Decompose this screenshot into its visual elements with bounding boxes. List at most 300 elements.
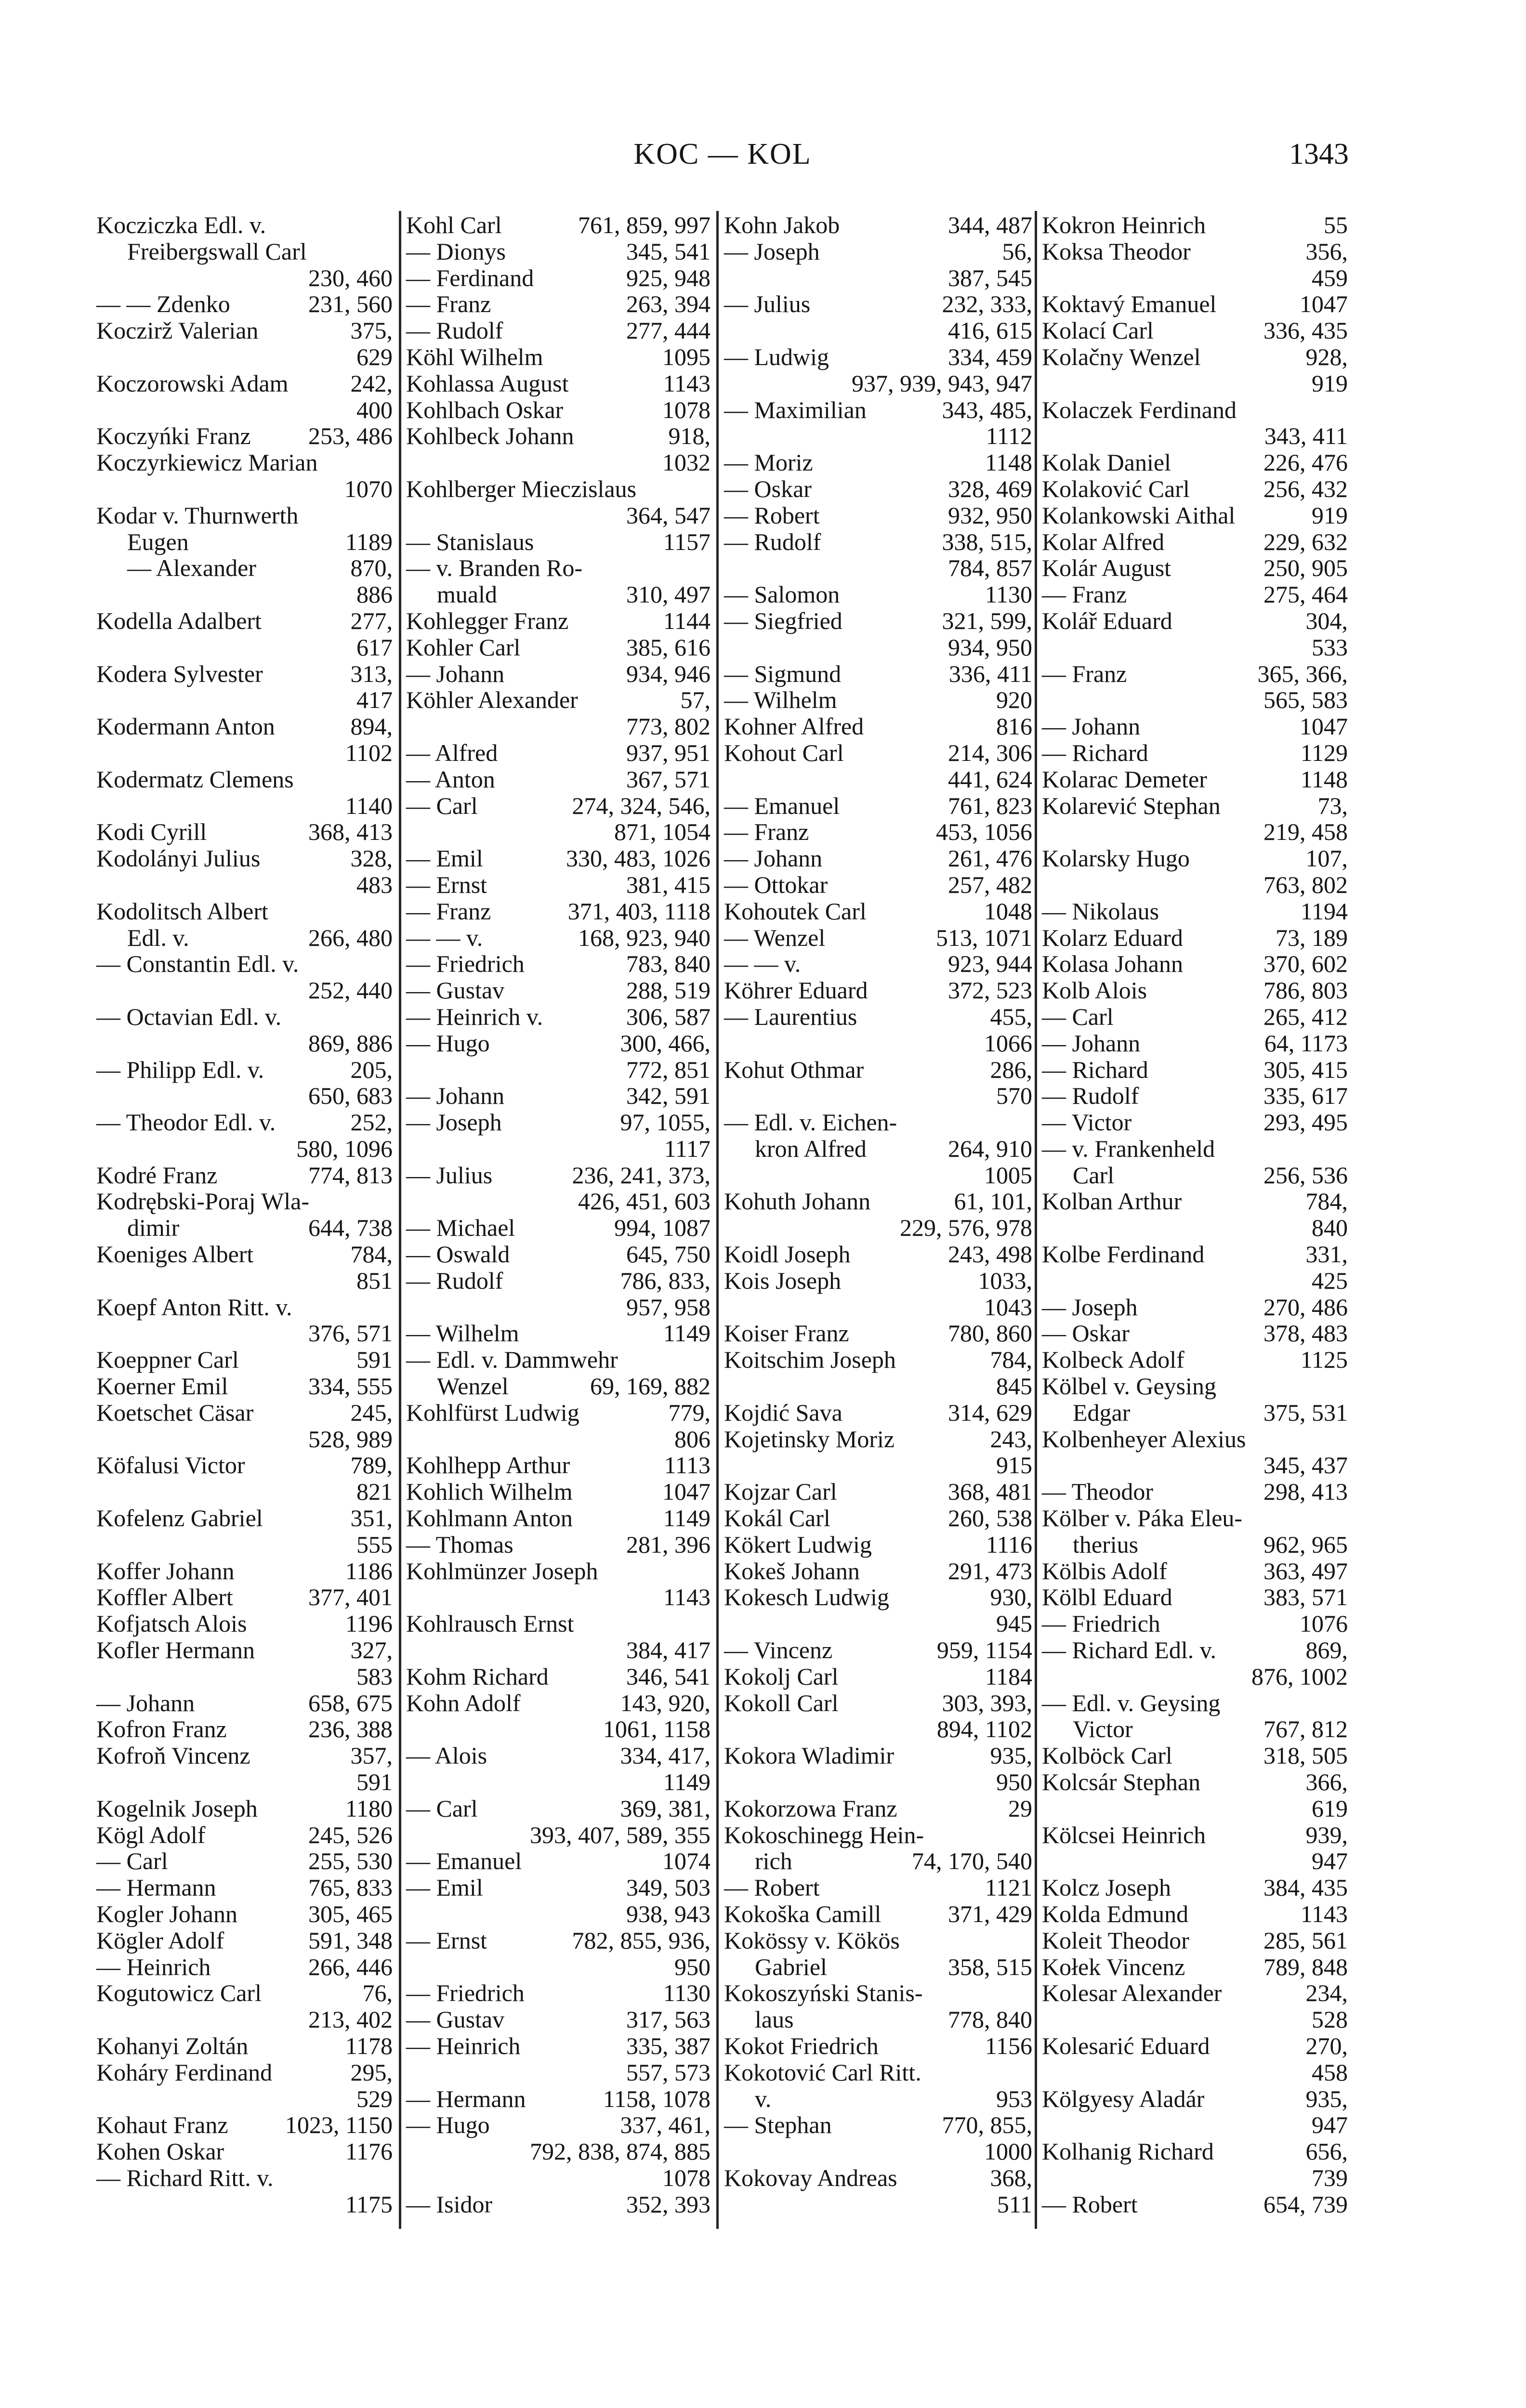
index-page-refs: 304, (1305, 607, 1348, 634)
index-entry-name: Kokolj Carl (724, 1662, 839, 1690)
index-line (96, 898, 393, 925)
index-line (1042, 1109, 1348, 1136)
index-line (96, 1162, 393, 1189)
index-page-refs: 1112 (986, 422, 1032, 450)
index-entry-name: Kodera Sylvester (96, 660, 263, 687)
index-page-refs: 356, (1305, 237, 1348, 265)
index-page-refs: 383, 571 (1263, 1584, 1348, 1611)
index-page-refs: 56, (1002, 237, 1032, 265)
index-line (1042, 1188, 1348, 1215)
index-entry-name: — Julius (724, 290, 811, 318)
index-line (406, 2165, 710, 2191)
index-line (406, 2191, 710, 2218)
index-page-refs: 260, 538 (948, 1505, 1032, 1532)
index-entry-text: Koczyrkiewicz Marian (96, 449, 318, 476)
index-line (724, 2138, 1032, 2165)
index-line (406, 1848, 710, 1874)
index-page-refs: 366, (1305, 1768, 1348, 1796)
index-line (1042, 370, 1348, 397)
index-page-refs: 313, (350, 660, 393, 687)
index-page-refs: 840 (1312, 1214, 1348, 1242)
index-entry-name: Gabriel (755, 1953, 827, 1980)
index-line (1042, 1742, 1348, 1769)
index-page-refs: 277, 444 (626, 317, 710, 344)
index-line (724, 1373, 1032, 1400)
index-line (406, 845, 710, 872)
index-page-refs: 344, 487 (948, 211, 1032, 238)
index-line (406, 1927, 710, 1954)
index-line (1042, 740, 1348, 766)
index-entry-name: — Friedrich (406, 950, 525, 978)
index-page-refs: 266, 446 (308, 1953, 393, 1980)
index-entry-name: — Heinrich (96, 1953, 211, 1980)
index-line (406, 2059, 710, 2086)
index-line (724, 1241, 1032, 1268)
index-line (96, 951, 393, 977)
index-page-refs: 229, 632 (1263, 528, 1348, 555)
index-line (1042, 212, 1348, 238)
index-entry-name: — Wilhelm (406, 1320, 519, 1347)
index-entry-name: Kolarsky Hugo (1042, 845, 1190, 872)
index-line (406, 1373, 710, 1400)
index-page-refs: 1125 (1300, 1346, 1348, 1374)
index-entry-name: Victor (1073, 1715, 1133, 1743)
index-page-refs: 459 (1312, 264, 1348, 291)
index-line (96, 1004, 393, 1030)
index-line (724, 2112, 1032, 2138)
index-line (96, 291, 393, 317)
index-line (1042, 1162, 1348, 1189)
index-page-refs: 458 (1312, 2058, 1348, 2086)
index-line (724, 740, 1032, 766)
index-line (1042, 1822, 1348, 1848)
index-line (1042, 1294, 1348, 1321)
index-entry-name: — Nikolaus (1042, 897, 1159, 925)
index-page-refs: 629 (356, 343, 393, 370)
index-entry-text: Kohlberger Mieczislaus (406, 475, 637, 502)
index-entry-name: Koktavý Emanuel (1042, 290, 1217, 318)
index-entry-name: Koeppner Carl (96, 1346, 239, 1374)
index-entry-name: Kokesch Ludwig (724, 1584, 889, 1611)
index-line (96, 2191, 393, 2218)
index-line (406, 1004, 710, 1030)
index-line (724, 713, 1032, 740)
index-line (406, 1109, 710, 1136)
index-entry-name: Koidl Joseph (724, 1241, 851, 1268)
index-line (1042, 1769, 1348, 1795)
index-page-refs: 617 (356, 633, 393, 661)
index-line (96, 1610, 393, 1637)
index-entry-name: Kokeš Johann (724, 1557, 860, 1584)
index-line (1042, 925, 1348, 951)
index-page-refs: 364, 547 (626, 501, 710, 529)
index-page-refs: 894, (350, 713, 393, 740)
index-page-refs: 533 (1312, 633, 1348, 661)
index-page-refs: 658, 675 (308, 1689, 393, 1716)
index-entry-name: Carl (1073, 1161, 1115, 1189)
index-line (724, 1426, 1032, 1453)
index-page-refs: 950 (996, 1768, 1032, 1796)
index-entry-name: Koháry Ferdinand (96, 2058, 273, 2086)
index-page-refs: 1149 (663, 1505, 710, 1532)
index-page-refs: 920 (996, 686, 1032, 714)
index-line (96, 634, 393, 661)
index-page-refs: 400 (356, 396, 393, 423)
index-line (96, 1452, 393, 1479)
index-line (406, 1874, 710, 1901)
index-entry-name: — Oskar (724, 475, 812, 502)
index-line (724, 476, 1032, 502)
index-page-refs: 886 (356, 581, 393, 608)
index-line (1042, 476, 1348, 502)
index-page-refs: 387, 545 (948, 264, 1032, 291)
index-line (96, 423, 393, 449)
index-line (1042, 291, 1348, 317)
column-rule-2 (716, 211, 719, 2229)
index-page-refs: 1130 (663, 1979, 710, 2007)
index-entry-name: Kokorzowa Franz (724, 1794, 897, 1822)
index-page-refs: 57, (680, 686, 710, 714)
index-page-refs: 76, (362, 1979, 393, 2007)
index-entry-name: — Emil (406, 845, 483, 872)
index-line (406, 1162, 710, 1189)
index-entry-text: — Edl. v. Geysing (1042, 1689, 1221, 1716)
index-line (406, 502, 710, 529)
index-page-refs: 300, 466, (620, 1029, 710, 1057)
index-entry-name: — Friedrich (1042, 1610, 1160, 1637)
index-page-refs: 767, 812 (1263, 1715, 1348, 1743)
index-page-refs: 73, (1317, 792, 1348, 819)
index-page-refs: 243, (990, 1425, 1032, 1453)
index-line (96, 1188, 393, 1215)
index-page-refs: 243, 498 (948, 1241, 1032, 1268)
index-page-refs: 1158, 1078 (603, 2085, 710, 2112)
index-page-refs: 937, 951 (626, 739, 710, 766)
index-entry-name: Kölbl Eduard (1042, 1584, 1172, 1611)
index-page-refs: 919 (1312, 501, 1348, 529)
index-entry-name: Kohlassa August (406, 369, 569, 397)
index-page-refs: 376, 571 (308, 1320, 393, 1347)
index-entry-name: — Johann (1042, 713, 1141, 740)
index-line (1042, 1057, 1348, 1083)
index-line (406, 1558, 710, 1584)
index-page-refs: 591 (356, 1768, 393, 1796)
index-entry-name: v. (755, 2085, 772, 2112)
index-line (1042, 1716, 1348, 1742)
index-page-refs: 306, 587 (626, 1003, 710, 1030)
index-line (1042, 793, 1348, 819)
index-entry-name: — Carl (406, 1794, 478, 1822)
index-line (1042, 1452, 1348, 1479)
index-entry-text: — Edl. v. Eichen- (724, 1109, 897, 1136)
index-page-refs: 930, (990, 1584, 1032, 1611)
index-line (96, 2112, 393, 2138)
index-page-refs: 953 (996, 2085, 1032, 2112)
index-entry-name: — Vincenz (724, 1636, 833, 1664)
index-page-refs: 298, 413 (1263, 1478, 1348, 1505)
index-line (724, 1162, 1032, 1189)
index-entry-name: therius (1073, 1531, 1139, 1558)
index-entry-name: — Rudolf (406, 317, 503, 344)
index-line (406, 1400, 710, 1426)
index-line (406, 370, 710, 397)
index-entry-text: Kölbel v. Geysing (1042, 1373, 1216, 1400)
index-line (1042, 2033, 1348, 2059)
index-entry-name: — Ernst (406, 871, 487, 898)
index-page-refs: 213, 402 (308, 2006, 393, 2033)
index-line (406, 397, 710, 423)
index-page-refs: 441, 624 (948, 765, 1032, 793)
index-entry-name: — Alfred (406, 739, 498, 766)
index-entry-name: Kohuth Johann (724, 1188, 871, 1215)
index-line (1042, 1241, 1348, 1268)
index-line (96, 2059, 393, 2086)
index-page-refs: 335, 387 (626, 2032, 710, 2059)
index-entry-name: Kölcsei Heinrich (1042, 1821, 1206, 1848)
index-page-refs: 792, 838, 874, 885 (530, 2138, 710, 2165)
index-entry-text: Kokotović Carl Ritt. (724, 2058, 921, 2086)
index-line (96, 502, 393, 529)
index-page-refs: 1184 (985, 1662, 1032, 1690)
index-page-refs: 303, 393, (942, 1689, 1032, 1716)
index-page-refs: 368, 413 (308, 818, 393, 846)
index-page-refs: 821 (356, 1478, 393, 1505)
index-page-refs: 1143 (1300, 1900, 1348, 1927)
index-line (1042, 661, 1348, 687)
index-page-refs: 205, (350, 1056, 393, 1083)
index-line (406, 1531, 710, 1558)
index-entry-name: — Stephan (724, 2111, 832, 2139)
index-entry-text: Kohlmünzer Joseph (406, 1557, 598, 1584)
index-entry-name: Kohl Carl (406, 211, 502, 238)
index-line (406, 2086, 710, 2112)
index-entry-name: Kolačny Wenzel (1042, 343, 1201, 370)
index-line (1042, 581, 1348, 608)
index-line (406, 766, 710, 793)
index-line (724, 1004, 1032, 1030)
index-page-refs: 264, 910 (948, 1135, 1032, 1162)
index-entry-name: kron Alfred (755, 1135, 867, 1162)
index-entry-name: Kodermann Anton (96, 713, 275, 740)
index-line (406, 1347, 710, 1373)
index-entry-name: Kökert Ludwig (724, 1531, 872, 1558)
index-page-refs: 345, 437 (1263, 1452, 1348, 1479)
index-entry-name: — Johann (406, 660, 505, 687)
index-entry-name: Kolesarić Eduard (1042, 2032, 1210, 2059)
index-page-refs: 925, 948 (626, 264, 710, 291)
index-entry-text: Kolaczek Ferdinand (1042, 396, 1237, 423)
index-page-refs: 330, 483, 1026 (566, 845, 710, 872)
index-line (96, 476, 393, 502)
index-entry-name: Kofelenz Gabriel (96, 1505, 263, 1532)
index-entry-name: Kohlfürst Ludwig (406, 1399, 579, 1426)
index-line (406, 1136, 710, 1162)
index-page-refs: 363, 497 (1263, 1557, 1348, 1584)
index-entry-name: — Emil (406, 1874, 483, 1901)
index-entry-name: Kofron Franz (96, 1715, 227, 1743)
index-entry-name: Kogler Johann (96, 1900, 237, 1927)
index-line (1042, 265, 1348, 291)
index-page-refs: 1148 (985, 449, 1032, 476)
index-page-refs: 845 (996, 1373, 1032, 1400)
index-page-refs: 230, 460 (308, 264, 393, 291)
index-line (724, 1320, 1032, 1347)
index-line (724, 1136, 1032, 1162)
index-page-refs: 349, 503 (626, 1874, 710, 1901)
index-page-refs: 370, 602 (1263, 950, 1348, 978)
index-entry-name: — Johann (1042, 1029, 1141, 1057)
index-entry-name: — Franz (1042, 660, 1127, 687)
index-page-refs: 367, 571 (626, 765, 710, 793)
index-line (724, 2033, 1032, 2059)
index-entry-name: Köhrer Eduard (724, 977, 868, 1004)
index-line (96, 529, 393, 555)
index-page-refs: 334, 417, (620, 1742, 710, 1769)
index-entry-name: Kolací Carl (1042, 317, 1154, 344)
index-entry-name: rich (755, 1847, 792, 1875)
index-entry-name: Kojdić Sava (724, 1399, 842, 1426)
index-line (724, 872, 1032, 898)
index-line (724, 265, 1032, 291)
index-entry-name: — Alois (406, 1742, 487, 1769)
index-page-refs: 1023, 1150 (285, 2111, 393, 2139)
index-page-refs: 761, 823 (948, 792, 1032, 819)
index-line (1042, 687, 1348, 713)
index-line (406, 1980, 710, 2006)
index-line (406, 661, 710, 687)
index-line (724, 1584, 1032, 1610)
index-entry-text: Koepf Anton Ritt. v. (96, 1293, 292, 1321)
index-line (724, 529, 1032, 555)
index-page-refs: 780, 860 (948, 1320, 1032, 1347)
index-line (1042, 951, 1348, 977)
index-entry-name: — Alexander (127, 554, 256, 582)
index-line (724, 1848, 1032, 1874)
index-entry-name: Koitschim Joseph (724, 1346, 896, 1374)
index-line (406, 476, 710, 502)
index-page-refs: 219, 458 (1263, 818, 1348, 846)
index-entry-name: Kolb Alois (1042, 977, 1147, 1004)
index-line (1042, 344, 1348, 370)
index-page-refs: 55 (1324, 211, 1348, 238)
index-entry-name: — Salomon (724, 581, 840, 608)
index-entry-name: — Franz (406, 290, 491, 318)
index-entry-name: Kolda Edmund (1042, 1900, 1189, 1927)
index-page-refs: 619 (1312, 1794, 1348, 1822)
index-line (724, 1505, 1032, 1531)
index-entry-name: Kolár August (1042, 554, 1171, 582)
index-entry-name: Köhl Wilhelm (406, 343, 543, 370)
index-line (406, 1188, 710, 1215)
index-line (724, 1954, 1032, 1980)
index-line (1042, 819, 1348, 845)
index-page-refs: 1032 (662, 449, 710, 476)
index-line (96, 212, 393, 238)
index-page-refs: 372, 523 (948, 977, 1032, 1004)
index-line (96, 1136, 393, 1162)
index-entry-name: — Robert (724, 501, 820, 529)
index-line (724, 1716, 1032, 1742)
index-entry-name: Kölbis Adolf (1042, 1557, 1167, 1584)
index-line (724, 1769, 1032, 1795)
index-line (1042, 238, 1348, 265)
index-line (96, 1241, 393, 1268)
index-line (96, 1294, 393, 1321)
index-entry-name: Kohlich Wilhelm (406, 1478, 573, 1505)
index-page-refs: 384, 417 (626, 1636, 710, 1664)
index-page-refs: 107, (1305, 845, 1348, 872)
index-page-refs: 337, 461, (620, 2111, 710, 2139)
index-line (96, 317, 393, 344)
index-entry-text: Kölber v. Páka Eleu- (1042, 1505, 1243, 1532)
index-line (96, 1690, 393, 1716)
index-line (406, 1716, 710, 1742)
index-line (96, 1426, 393, 1453)
index-entry-name: Kokoll Carl (724, 1689, 839, 1716)
index-page-refs: 918, (668, 422, 710, 450)
index-entry-name: Kohm Richard (406, 1662, 549, 1690)
page-number: 1343 (1289, 138, 1349, 170)
index-line (724, 1822, 1032, 1848)
index-entry-name: Kogelnik Joseph (96, 1794, 258, 1822)
index-line (724, 819, 1032, 845)
index-line (1042, 2112, 1348, 2138)
index-page-refs: 770, 855, (942, 2111, 1032, 2139)
index-entry-name: — Joseph (724, 237, 820, 265)
index-page-refs: 1175 (345, 2190, 393, 2218)
index-entry-text: Kodrębski-Poraj Wla- (96, 1188, 310, 1215)
index-entry-name: Kokovay Andreas (724, 2164, 897, 2191)
index-line (1042, 845, 1348, 872)
index-page-refs: 234, (1305, 1979, 1348, 2007)
index-entry-name: — Friedrich (406, 1979, 525, 2007)
index-page-refs: 528 (1312, 2006, 1348, 2033)
index-line (724, 608, 1032, 634)
index-entry-name: Koczirž Valerian (96, 317, 259, 344)
index-page-refs: 529 (356, 2085, 393, 2112)
index-line (1042, 1584, 1348, 1610)
index-entry-name: Kohn Adolf (406, 1689, 521, 1716)
index-entry-name: Kokot Friedrich (724, 2032, 879, 2059)
index-entry-name: Kolář Eduard (1042, 607, 1172, 634)
index-entry-name: — Ottokar (724, 871, 828, 898)
index-line (724, 423, 1032, 449)
index-entry-name: Kohlbach Oskar (406, 396, 564, 423)
index-entry-name: Kokora Wladimir (724, 1742, 895, 1769)
index-line (724, 1795, 1032, 1822)
index-entry-name: Kolban Arthur (1042, 1188, 1182, 1215)
index-page-refs: 934, 946 (626, 660, 710, 687)
index-entry-name: — Oskar (1042, 1320, 1130, 1347)
index-line (406, 449, 710, 476)
index-page-refs: 1047 (662, 1478, 710, 1505)
index-page-refs: 69, 169, 882 (590, 1373, 710, 1400)
index-line (724, 1215, 1032, 1241)
index-line (724, 898, 1032, 925)
index-line (96, 1400, 393, 1426)
index-entry-name: Kohut Othmar (724, 1056, 864, 1083)
index-line (96, 370, 393, 397)
index-entry-name: — Wilhelm (724, 686, 837, 714)
index-page-refs: 1140 (345, 792, 393, 819)
index-page-refs: 1074 (662, 1847, 710, 1875)
index-page-refs: 346, 541 (626, 1662, 710, 1690)
index-page-refs: 1048 (984, 897, 1032, 925)
index-entry-text: Kokoschinegg Hein- (724, 1821, 924, 1848)
index-entry-name: Kolaković Carl (1042, 475, 1190, 502)
index-entry-name: — Heinrich (406, 2032, 521, 2059)
index-line (724, 1874, 1032, 1901)
